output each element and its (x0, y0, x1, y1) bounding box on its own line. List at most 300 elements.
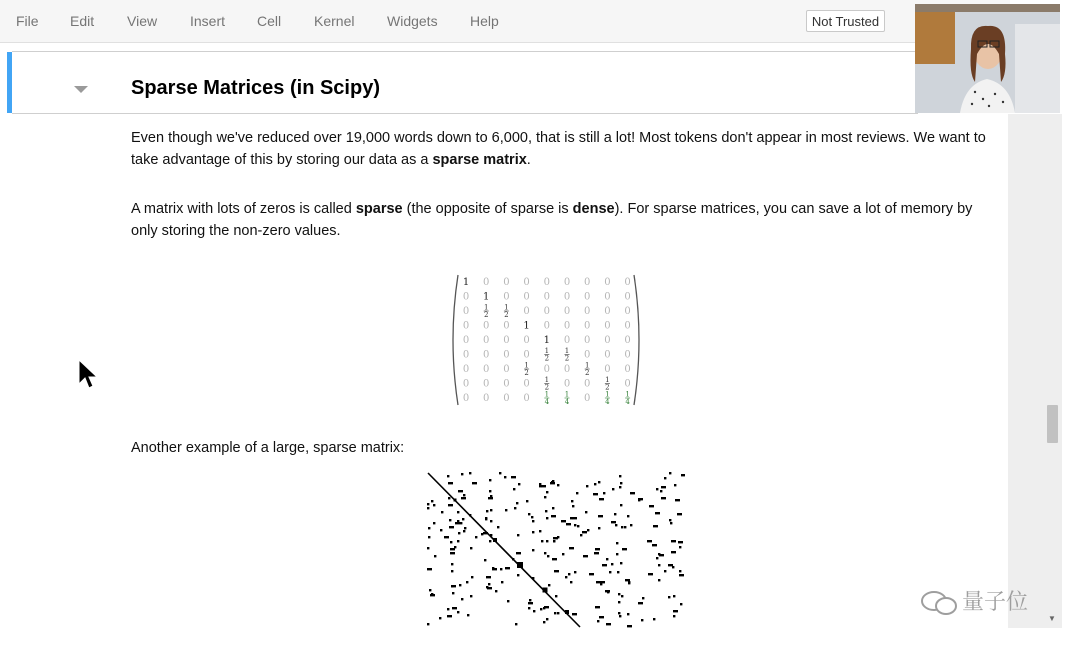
matrix-entry-denominator: 4 (625, 398, 630, 406)
sparse-nonzero-mark (427, 503, 429, 505)
sparse-nonzero-mark (427, 568, 432, 570)
sparse-nonzero-mark (599, 616, 604, 618)
sparse-nonzero-mark (518, 483, 520, 485)
matrix-entry: 0 (462, 291, 470, 303)
matrix-entry: 0 (543, 320, 550, 332)
matrix-entry: 1 (523, 320, 530, 332)
sparse-nonzero-mark (461, 473, 463, 475)
sparse-nonzero-mark (552, 507, 554, 509)
matrix-entry: 0 (624, 335, 631, 346)
sparse-nonzero-mark (450, 548, 455, 550)
sparse-nonzero-mark (461, 497, 466, 499)
sparse-nonzero-mark (661, 486, 666, 488)
sparse-nonzero-mark (516, 552, 521, 554)
matrix-entry: 0 (563, 306, 571, 317)
watermark (920, 585, 1028, 616)
matrix-entry: 0 (563, 320, 571, 332)
sparse-block-mark (565, 610, 569, 614)
sparse-nonzero-mark (460, 522, 462, 524)
matrix-entry: 0 (462, 393, 470, 404)
menu-view[interactable]: View (127, 13, 158, 29)
sparse-nonzero-mark (448, 482, 453, 484)
sparse-nonzero-mark (475, 536, 477, 538)
sparse-nonzero-mark (606, 623, 611, 625)
right-bracket (634, 275, 639, 405)
matrix-entry: 0 (584, 349, 591, 361)
matrix-entry: 0 (584, 378, 591, 390)
left-bracket (453, 275, 458, 405)
sparse-nonzero-mark (451, 563, 453, 565)
wechat-icon (920, 590, 958, 616)
matrix-entry: 1 (543, 335, 550, 346)
trust-indicator-button[interactable]: Not Trusted (806, 10, 885, 32)
sparse-nonzero-mark (627, 515, 629, 517)
sparse-nonzero-mark (611, 563, 613, 565)
sparse-nonzero-mark (630, 524, 632, 526)
matrix-entry-denominator: 4 (544, 398, 550, 406)
matrix-entry: 0 (523, 393, 530, 404)
sparse-nonzero-mark (568, 573, 570, 575)
matrix-entry: 0 (462, 306, 470, 317)
sparse-nonzero-mark (466, 581, 468, 583)
sparse-nonzero-mark (582, 531, 587, 533)
scrollbar-track[interactable] (1008, 114, 1062, 628)
sparse-nonzero-mark (653, 525, 658, 527)
sparse-nonzero-mark (490, 520, 492, 522)
sparse-nonzero-mark (554, 612, 556, 614)
matrix-entry: 0 (624, 277, 631, 288)
matrix-entry-denominator: 2 (524, 369, 529, 377)
sparse-nonzero-mark (671, 551, 676, 553)
sparse-nonzero-mark (569, 547, 574, 549)
matrix-entry: 0 (563, 335, 571, 346)
matrix-entry: 0 (523, 291, 530, 303)
sparse-nonzero-mark (598, 515, 603, 517)
para2-bold-sparse: sparse (355, 201, 403, 217)
sparse-nonzero-mark (452, 592, 454, 594)
sparse-nonzero-mark (501, 581, 503, 583)
collapse-caret-icon[interactable] (74, 86, 88, 93)
sparse-nonzero-mark (589, 573, 594, 575)
sparse-nonzero-mark (489, 540, 491, 542)
sparse-nonzero-mark (447, 608, 449, 610)
sparse-nonzero-mark (470, 547, 472, 549)
sparse-nonzero-mark (469, 514, 471, 516)
menu-edit[interactable]: Edit (70, 13, 95, 29)
sparse-nonzero-mark (543, 621, 545, 623)
presenter-video-frame (915, 4, 1060, 113)
sparse-block-mark (493, 538, 497, 542)
sparse-nonzero-mark (586, 485, 588, 487)
sparse-nonzero-mark (669, 472, 671, 474)
matrix-entry: 0 (462, 320, 470, 332)
matrix-entry: 0 (624, 378, 631, 390)
sparse-nonzero-mark (497, 526, 499, 528)
sparse-nonzero-mark (570, 581, 572, 583)
matrix-entry-numerator: 1 (524, 361, 529, 370)
matrix-entry-denominator: 4 (605, 398, 610, 406)
sparse-nonzero-mark (457, 511, 459, 513)
sparse-nonzero-mark (680, 603, 682, 605)
sparse-nonzero-mark (638, 499, 640, 501)
matrix-entry: 0 (563, 378, 571, 390)
para2-text-1: A matrix with lots of zeros is called (131, 201, 356, 217)
sparse-nonzero-mark (458, 532, 460, 534)
sparse-nonzero-mark (457, 540, 459, 542)
sparse-nonzero-mark (472, 482, 477, 484)
sparse-nonzero-mark (649, 505, 654, 507)
matrix-entry: 0 (584, 291, 591, 303)
sparse-nonzero-mark (495, 590, 497, 592)
sparse-nonzero-mark (464, 527, 466, 529)
mouse-cursor-icon (78, 359, 98, 391)
matrix-entry: 0 (584, 393, 591, 404)
sparse-nonzero-mark (431, 500, 433, 502)
matrix-entry-denominator: 2 (504, 311, 509, 319)
sparse-nonzero-mark (448, 497, 450, 499)
sparse-nonzero-mark (526, 500, 528, 502)
sparse-nonzero-mark (552, 558, 557, 560)
sparse-nonzero-mark (428, 536, 430, 538)
matrix-entry: 0 (584, 277, 591, 288)
sparse-nonzero-mark (598, 481, 600, 483)
sparse-nonzero-mark (674, 484, 676, 486)
sparse-nonzero-mark (622, 548, 627, 550)
sparse-nonzero-mark (595, 606, 600, 608)
sparse-nonzero-mark (595, 548, 600, 550)
sparse-nonzero-mark (539, 483, 541, 485)
sparse-nonzero-mark (638, 602, 643, 604)
sparse-nonzero-mark (504, 476, 506, 478)
sparse-nonzero-mark (678, 541, 683, 543)
sparse-nonzero-mark (673, 615, 675, 617)
sparse-nonzero-mark (463, 530, 465, 532)
sparse-nonzero-mark (430, 594, 435, 596)
sparse-nonzero-mark (671, 540, 676, 542)
sparse-nonzero-mark (554, 570, 559, 572)
sparse-nonzero-mark (585, 511, 587, 513)
sparse-nonzero-mark (661, 497, 666, 499)
sparse-nonzero-mark (528, 602, 533, 604)
matrix-entry: 0 (604, 335, 611, 346)
sparse-nonzero-mark (677, 513, 682, 515)
sparse-nonzero-mark (553, 540, 555, 542)
sparse-nonzero-mark (600, 583, 602, 585)
sparse-nonzero-mark (679, 574, 684, 576)
sparse-nonzero-mark (450, 552, 455, 554)
scrollbar-thumb[interactable] (1047, 405, 1058, 443)
matrix-entry-numerator: 1 (584, 361, 590, 370)
matrix-entry-denominator: 2 (584, 369, 590, 377)
webcam-video-overlay (915, 4, 1060, 113)
sparse-nonzero-mark (434, 555, 436, 557)
menu-help[interactable]: Help (470, 13, 499, 29)
sparse-nonzero-mark (607, 591, 609, 593)
section-heading: Sparse Matrices (in Scipy) (131, 77, 380, 99)
sparse-nonzero-mark (532, 520, 534, 522)
sparse-nonzero-mark (517, 534, 519, 536)
matrix-entry: 0 (584, 306, 591, 317)
sparse-nonzero-mark (546, 618, 548, 620)
sparse-nonzero-mark (555, 595, 557, 597)
sparse-nonzero-mark (652, 544, 657, 546)
sparse-nonzero-mark (609, 571, 611, 573)
sparse-nonzero-mark (602, 564, 607, 566)
sparse-nonzero-mark (544, 606, 549, 608)
sparse-nonzero-mark (621, 595, 623, 597)
sparse-nonzero-mark (574, 571, 576, 573)
matrix-entry: 0 (604, 349, 611, 361)
matrix-entry: 0 (523, 306, 530, 317)
sparse-nonzero-mark (627, 613, 629, 615)
sparse-nonzero-mark (606, 558, 608, 560)
matrix-entry: 0 (483, 320, 490, 332)
sparse-nonzero-mark (532, 531, 534, 533)
menu-widgets[interactable]: Widgets (387, 13, 438, 29)
sparse-nonzero-mark (499, 472, 501, 474)
sparse-nonzero-mark (628, 582, 630, 584)
sparse-nonzero-mark (681, 474, 685, 476)
matrix-entry: 0 (483, 393, 490, 404)
para1-text: Even though we've reduced over 19,000 words down to 6,000, that is still a lot! Most tokens don't appear in most reviews. We want to take advantage of this by storing our data as a (131, 130, 986, 168)
matrix-entry: 1 (483, 291, 490, 303)
sparse-nonzero-mark (572, 613, 577, 615)
sparse-nonzero-mark (447, 615, 452, 617)
scroll-down-arrow-icon[interactable]: ▼ (1048, 614, 1056, 623)
sparse-nonzero-mark (618, 593, 620, 595)
sparse-nonzero-mark (539, 530, 541, 532)
sparse-nonzero-mark (532, 549, 534, 551)
sparse-nonzero-mark (515, 623, 517, 625)
sparse-nonzero-mark (619, 475, 621, 477)
sparse-nonzero-mark (577, 525, 579, 527)
sparse-nonzero-mark (642, 597, 644, 599)
sparse-nonzero-mark (611, 521, 616, 523)
menu-kernel[interactable]: Kernel (314, 13, 355, 29)
matrix-entry-denominator: 2 (564, 354, 570, 363)
sparse-nonzero-mark (457, 611, 459, 613)
sparse-nonzero-mark (612, 488, 614, 490)
sparse-nonzero-mark (551, 515, 556, 517)
sparse-nonzero-mark (490, 509, 492, 511)
sparse-nonzero-mark (505, 509, 507, 511)
sparse-nonzero-mark (648, 573, 653, 575)
sparse-nonzero-mark (593, 493, 598, 495)
sparse-nonzero-mark (616, 542, 618, 544)
sparse-nonzero-mark (660, 490, 662, 492)
matrix-entry: 0 (624, 291, 631, 303)
sparse-nonzero-mark (656, 488, 658, 490)
sparse-nonzero-mark (441, 511, 443, 513)
matrix-entry-numerator: 1 (605, 376, 610, 384)
sparse-nonzero-mark (490, 534, 492, 536)
matrix-entry: 0 (503, 320, 510, 332)
sparse-nonzero-mark (447, 475, 449, 477)
sparse-nonzero-mark (471, 576, 473, 578)
matrix-entry-numerator: 1 (544, 390, 550, 399)
matrix-entry: 0 (503, 378, 510, 390)
sparse-nonzero-mark (668, 596, 670, 598)
sparse-nonzero-mark (516, 502, 518, 504)
sparse-nonzero-mark (532, 577, 534, 579)
sparse-nonzero-mark (647, 540, 652, 542)
sparse-nonzero-mark (566, 523, 571, 525)
sparse-nonzero-mark (490, 495, 492, 497)
sparse-nonzero-mark (451, 570, 453, 572)
matrix-entry-denominator: 2 (483, 311, 489, 319)
sparse-nonzero-mark (541, 540, 543, 542)
matrix-entry: 0 (604, 277, 611, 288)
sparse-nonzero-mark (630, 492, 635, 494)
sparse-nonzero-mark (619, 615, 621, 617)
sparse-nonzero-mark (627, 625, 632, 627)
matrix-entry: 1 (462, 277, 470, 288)
sparse-nonzero-mark (656, 557, 658, 559)
menu-bar (0, 0, 1010, 43)
para2-bold-dense: dense (572, 201, 615, 217)
sparse-nonzero-mark (463, 494, 465, 496)
sparse-nonzero-mark (603, 492, 605, 494)
sparse-nonzero-mark (571, 500, 573, 502)
matrix-entry: 0 (503, 349, 510, 361)
sparse-nonzero-mark (670, 522, 672, 524)
para2-text-2: (the opposite of sparse is (402, 201, 573, 217)
sparse-nonzero-mark (544, 552, 546, 554)
sparse-nonzero-mark (458, 490, 463, 492)
sparse-nonzero-mark (546, 517, 548, 519)
matrix-entry-numerator: 1 (483, 303, 489, 312)
sparse-nonzero-mark (614, 513, 616, 515)
sparse-nonzero-mark (486, 510, 488, 512)
sparse-nonzero-mark (452, 607, 457, 609)
matrix-entry-numerator: 1 (625, 390, 630, 399)
sparse-nonzero-mark (655, 512, 660, 514)
matrix-entry: 0 (503, 393, 510, 404)
matrix-entry-denominator: 4 (564, 398, 570, 406)
sparse-nonzero-mark (483, 532, 488, 534)
sparse-nonzero-mark (669, 519, 671, 521)
sparse-nonzero-mark (541, 485, 546, 487)
sparse-nonzero-mark (658, 579, 660, 581)
sparse-nonzero-mark (429, 589, 431, 591)
sparse-nonzero-mark (533, 610, 535, 612)
sparse-nonzero-mark (461, 598, 463, 600)
sparse-nonzero-mark (547, 555, 549, 557)
sparse-nonzero-mark (427, 547, 429, 549)
sparse-nonzero-mark (620, 482, 622, 484)
matrix-entry: 0 (503, 291, 510, 303)
sparse-nonzero-mark (572, 517, 577, 519)
sparse-nonzero-mark (512, 558, 514, 560)
sparse-nonzero-mark (444, 536, 449, 538)
sparse-nonzero-mark (679, 546, 681, 548)
sparse-nonzero-mark (641, 619, 643, 621)
matrix-entry-numerator: 1 (564, 390, 570, 399)
matrix-entry-denominator: 2 (544, 383, 550, 392)
matrix-entry: 0 (483, 378, 490, 390)
matrix-entry: 0 (604, 320, 611, 332)
sparse-nonzero-mark (528, 607, 530, 609)
sparse-nonzero-mark (619, 486, 621, 488)
matrix-entry: 0 (604, 306, 611, 317)
sparse-nonzero-mark (462, 518, 464, 520)
sparse-nonzero-mark (664, 477, 666, 479)
sparse-nonzero-mark (673, 595, 675, 597)
menu-cell[interactable]: Cell (257, 13, 282, 29)
sparse-nonzero-mark (599, 498, 604, 500)
sparse-nonzero-mark (488, 583, 490, 585)
matrix-entry: 0 (604, 364, 611, 375)
para1-bold: sparse matrix (432, 152, 527, 168)
sparse-block-mark (543, 588, 548, 593)
matrix-entry: 0 (543, 291, 550, 303)
sparse-nonzero-mark (550, 482, 555, 484)
matrix-entry-numerator: 1 (564, 347, 570, 355)
matrix-entry: 0 (543, 306, 550, 317)
sparse-nonzero-mark (517, 574, 519, 576)
sparse-nonzero-mark (624, 526, 626, 528)
sparse-nonzero-mark (467, 614, 469, 616)
sparse-nonzero-mark (433, 522, 435, 524)
matrix-entry: 0 (523, 277, 530, 288)
matrix-entry: 0 (624, 306, 631, 317)
sparse-nonzero-mark (548, 584, 550, 586)
sparse-nonzero-mark (489, 490, 491, 492)
sparse-nonzero-mark (507, 600, 509, 602)
sparse-nonzero-mark (470, 595, 472, 597)
para2-text-3: ). For sparse matrices, you can save a lot of memory by only storing the non-zero values. (131, 201, 973, 239)
sparse-nonzero-mark (545, 510, 547, 512)
sparse-nonzero-mark (489, 479, 491, 481)
menu-insert[interactable]: Insert (190, 13, 226, 29)
sparse-nonzero-mark (448, 504, 453, 506)
matrix-entry: 0 (462, 378, 470, 390)
sparse-nonzero-mark (486, 576, 491, 578)
matrix-entry: 0 (563, 291, 571, 303)
sparse-nonzero-mark (486, 586, 488, 588)
sparse-nonzero-mark (557, 536, 559, 538)
matrix-entry-numerator: 1 (544, 347, 550, 355)
sparse-nonzero-mark (451, 585, 453, 587)
matrix-entry: 0 (503, 277, 510, 288)
sparse-nonzero-mark (565, 576, 567, 578)
matrix-entry: 0 (483, 349, 490, 361)
matrix-entry-numerator: 1 (605, 390, 610, 399)
sparse-nonzero-mark (594, 552, 599, 554)
matrix-entry-numerator: 1 (544, 376, 550, 384)
cell-selection-bar (7, 52, 12, 113)
sparse-nonzero-mark (653, 618, 655, 620)
sparse-nonzero-mark (514, 507, 516, 509)
sparse-nonzero-mark (574, 524, 576, 526)
para1-end: . (526, 152, 531, 168)
matrix-entry: 0 (624, 364, 631, 375)
matrix-entry: 0 (563, 364, 571, 375)
sparse-nonzero-mark (620, 504, 622, 506)
sparse-nonzero-mark (659, 554, 664, 556)
matrix-entry: 0 (523, 335, 530, 346)
matrix-entry: 0 (462, 364, 470, 375)
matrix-entry: 0 (523, 349, 530, 361)
menu-file[interactable]: File (16, 13, 39, 29)
sparse-nonzero-mark (668, 564, 673, 566)
watermark-text: 量子位 (962, 589, 1029, 614)
matrix-entry: 0 (483, 335, 490, 346)
sparse-nonzero-mark (427, 507, 429, 509)
sparse-nonzero-mark (557, 612, 559, 614)
sparse-nonzero-mark (583, 555, 588, 557)
sparse-nonzero-mark (529, 599, 531, 601)
